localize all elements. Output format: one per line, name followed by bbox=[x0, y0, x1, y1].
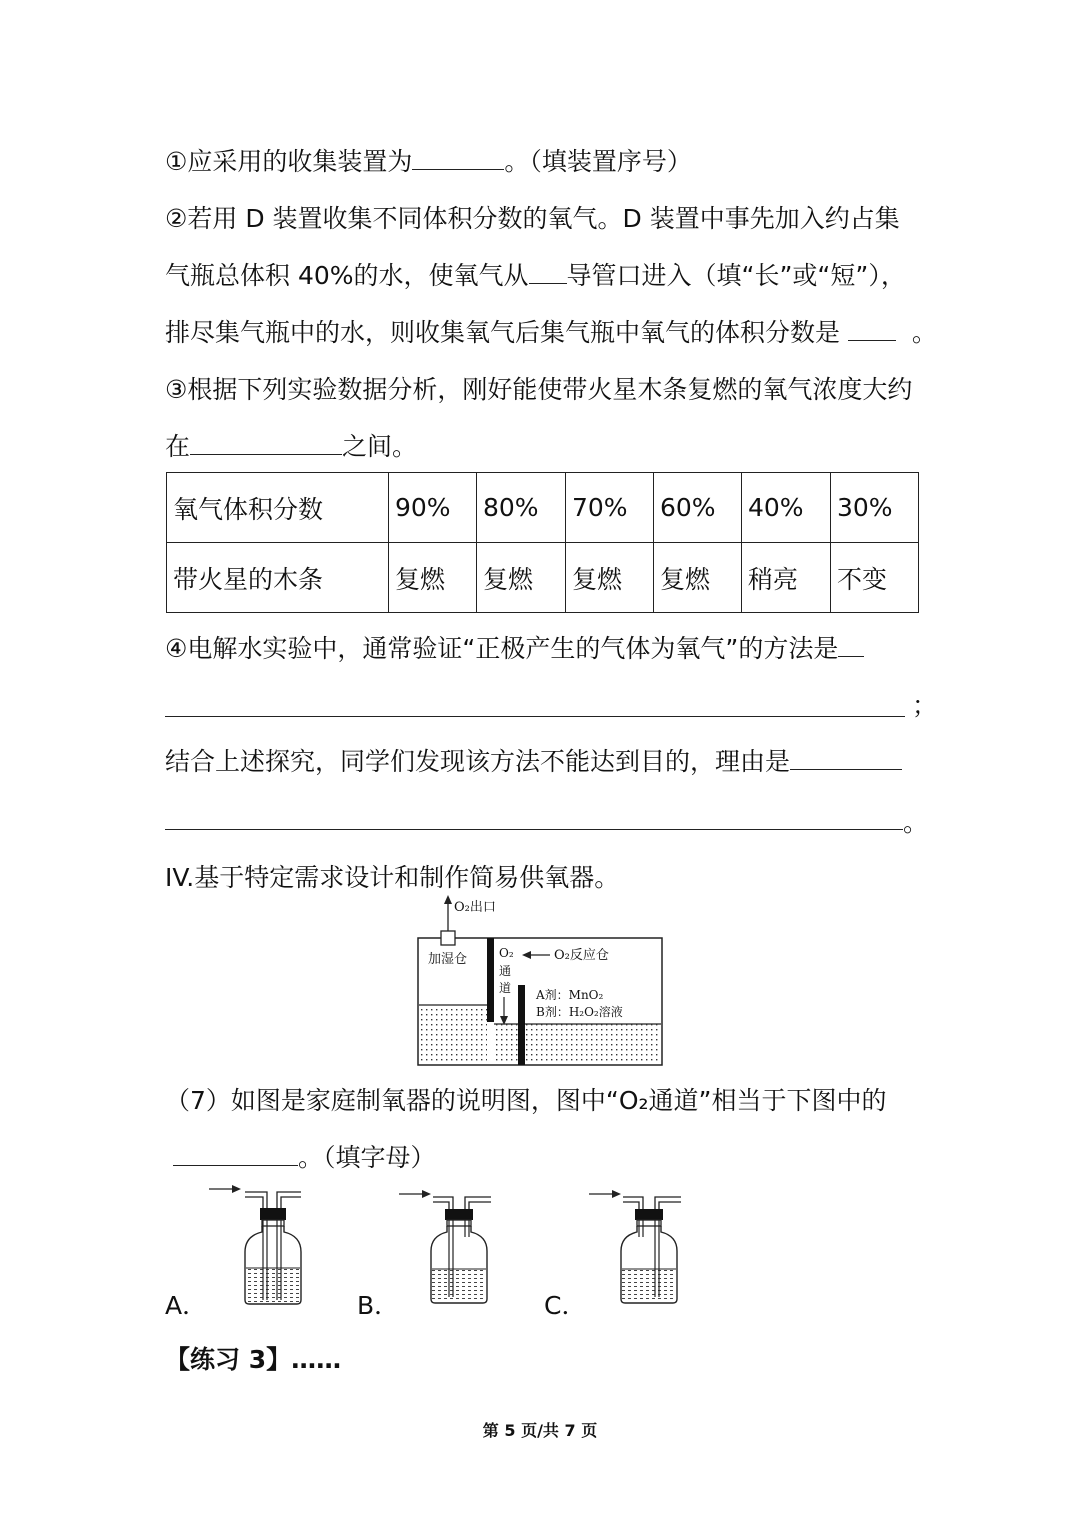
question-electrolysis-line1: ④电解水实验中，通常验证“正极产生的气体为氧气”的方法是 bbox=[165, 632, 864, 666]
question-data-line1: ③根据下列实验数据分析，刚好能使带火星木条复燃的氧气浓度大约 bbox=[165, 375, 913, 404]
channel-label: 通 bbox=[499, 964, 512, 978]
table-cell: 60% bbox=[654, 473, 742, 543]
answer-blank[interactable] bbox=[165, 716, 905, 717]
option-b-label[interactable]: B． bbox=[357, 1291, 400, 1320]
question-d-line2: 气瓶总体积 40%的水，使氧气从 导管口进入（填“长”或“短”）， bbox=[165, 261, 906, 290]
reagent-a-label: A剂：MnO₂ bbox=[536, 988, 604, 1002]
gas-bottle-c bbox=[585, 1185, 695, 1315]
table-row bbox=[167, 473, 919, 543]
table-header-cell: 带火星的木条 bbox=[167, 543, 389, 613]
question-data-line2: 在 之间。 bbox=[165, 432, 418, 461]
table-cell: 70% bbox=[566, 473, 654, 543]
option-a-label[interactable]: A． bbox=[165, 1291, 208, 1320]
gas-bottle-a bbox=[205, 1180, 315, 1310]
reagent-b-label: B剂：H₂O₂溶液 bbox=[536, 1005, 623, 1019]
page-footer: 第 5 页/共 7 页 bbox=[482, 1421, 598, 1440]
oxygen-data-table bbox=[166, 472, 919, 613]
option-c-label[interactable]: C． bbox=[544, 1291, 587, 1320]
question-electrolysis-line3: 结合上述探究，同学们发现该方法不能达到目的，理由是 bbox=[165, 745, 902, 779]
gas-bottle-b bbox=[395, 1185, 505, 1315]
table-cell: 复燃 bbox=[654, 543, 742, 613]
question-collect: ①应采用的收集装置为 。（填装置序号） bbox=[165, 147, 692, 176]
period-mark: 。 bbox=[903, 808, 929, 837]
question-d-line3: 排尽集气瓶中的水，则收集氧气后集气瓶中氧气的体积分数是 。 bbox=[165, 318, 937, 347]
question-7-line1: （7）如图是家庭制氧器的说明图，图中“O₂通道”相当于下图中的 bbox=[165, 1086, 887, 1115]
table-row bbox=[167, 543, 919, 613]
answer-blank[interactable] bbox=[190, 430, 342, 455]
channel-label: O₂ bbox=[499, 946, 514, 960]
answer-blank[interactable] bbox=[165, 829, 903, 830]
answer-blank[interactable] bbox=[529, 259, 567, 284]
section-title: IV.基于特定需求设计和制作简易供氧器。 bbox=[165, 863, 620, 892]
table-cell: 不变 bbox=[831, 543, 919, 613]
practice-heading: 【练习 3】…… bbox=[165, 1345, 342, 1374]
channel-label: 道 bbox=[499, 981, 512, 995]
answer-blank[interactable] bbox=[790, 745, 902, 770]
table-cell: 30% bbox=[831, 473, 919, 543]
answer-blank[interactable] bbox=[173, 1141, 298, 1166]
reaction-chamber-label: O₂反应仓 bbox=[554, 948, 609, 963]
table-cell: 90% bbox=[389, 473, 477, 543]
question-d-line1: ②若用 D 装置收集不同体积分数的氧气。D 装置中事先加入约占集 bbox=[165, 204, 900, 233]
table-cell: 复燃 bbox=[477, 543, 566, 613]
table-header-cell: 氧气体积分数 bbox=[167, 473, 389, 543]
humidify-chamber-label: 加湿仓 bbox=[428, 952, 468, 967]
question-7-line2: 。（填字母） bbox=[165, 1141, 436, 1175]
table-cell: 复燃 bbox=[389, 543, 477, 613]
table-cell: 复燃 bbox=[566, 543, 654, 613]
table-cell: 40% bbox=[742, 473, 831, 543]
answer-blank[interactable] bbox=[848, 316, 896, 341]
answer-blank[interactable] bbox=[412, 145, 504, 170]
table-cell: 稍亮 bbox=[742, 543, 831, 613]
answer-blank[interactable] bbox=[838, 632, 864, 657]
semicolon-mark: ； bbox=[912, 691, 938, 720]
oxygen-generator-diagram bbox=[410, 893, 672, 1071]
o2-outlet-label: O₂出口 bbox=[454, 900, 496, 915]
table-cell: 80% bbox=[477, 473, 566, 543]
